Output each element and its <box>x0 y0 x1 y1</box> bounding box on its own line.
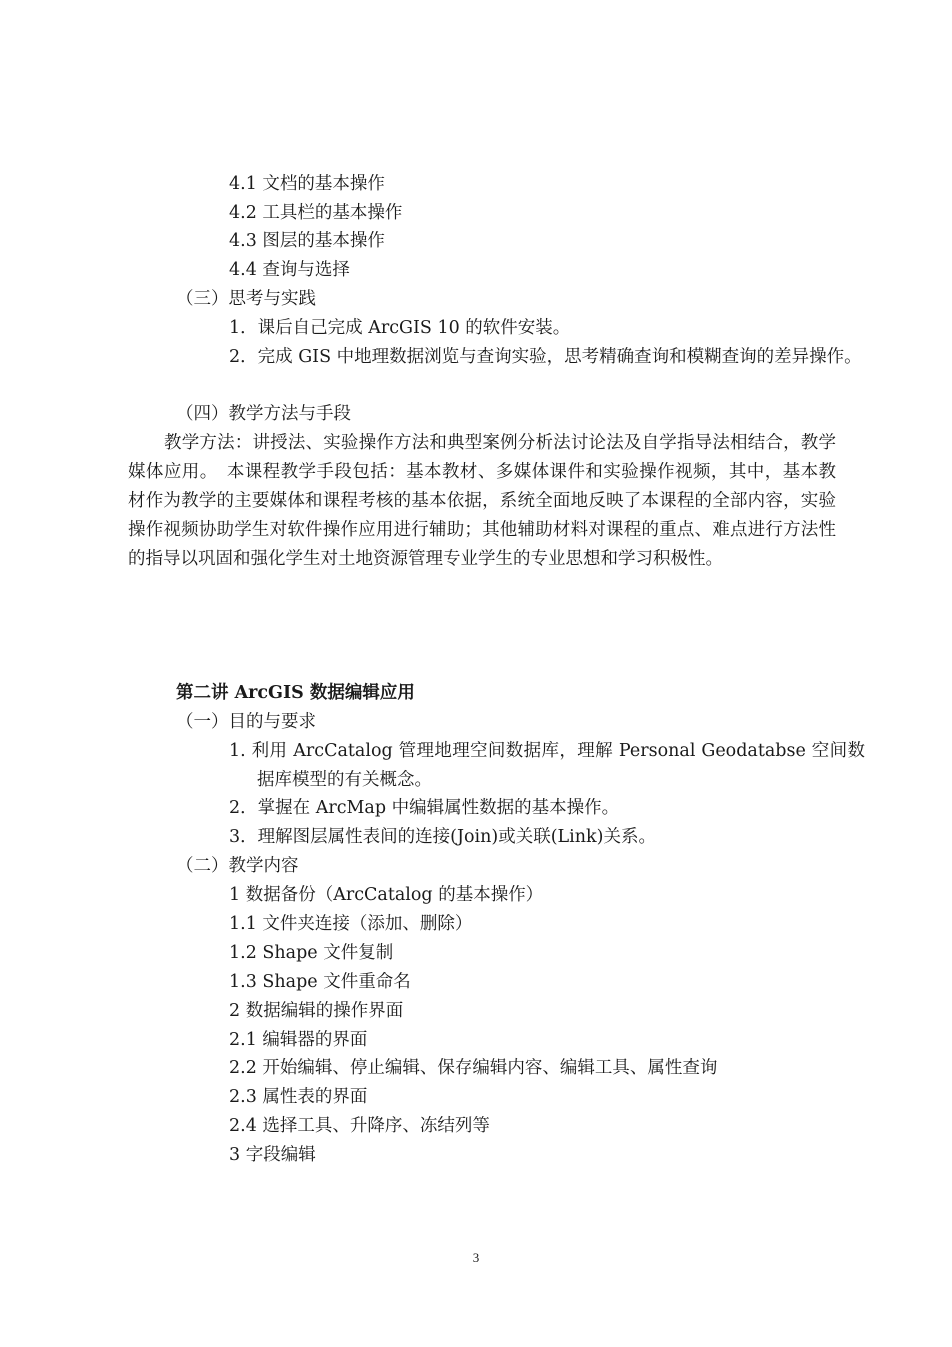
practice-item-1: 1．课后自己完成 ArcGIS 10 的软件安装。 <box>229 318 571 338</box>
content-item: 1 数据备份（ArcCatalog 的基本操作） <box>229 885 544 905</box>
goals-title: （一）目的与要求 <box>176 712 316 732</box>
list-item-4-4: 4.4 查询与选择 <box>229 260 350 280</box>
content-item: 2.1 编辑器的界面 <box>229 1030 368 1050</box>
page-number: 3 <box>472 1250 480 1265</box>
lecture-2-heading: 第二讲 ArcGIS 数据编辑应用 <box>176 683 415 703</box>
content-title: （二）教学内容 <box>176 856 299 876</box>
content-item: 3 字段编辑 <box>229 1145 316 1165</box>
content-item: 1.2 Shape 文件复制 <box>229 943 394 963</box>
goals-item-3: 3．理解图层属性表间的连接(Join)或关联(Link)关系。 <box>229 827 656 847</box>
list-item-4-1: 4.1 文档的基本操作 <box>229 174 385 194</box>
goals-item-2: 2．掌握在 ArcMap 中编辑属性数据的基本操作。 <box>229 798 620 818</box>
practice-title: （三）思考与实践 <box>176 289 316 309</box>
content-item: 2.4 选择工具、升降序、冻结列等 <box>229 1116 490 1136</box>
list-item-4-2: 4.2 工具栏的基本操作 <box>229 203 403 223</box>
methods-title: （四）教学方法与手段 <box>176 404 351 424</box>
practice-item-2: 2．完成 GIS 中地理数据浏览与查询实验，思考精确查询和模糊查询的差异操作。 <box>229 347 862 367</box>
content-item: 2.3 属性表的界面 <box>229 1087 368 1107</box>
methods-paragraph: 教学方法：讲授法、实验操作方法和典型案例分析法讨论法及自学指导法相结合，教学媒体应用。 本课程教学手段包括：基本教材、多媒体课件和实验操作视频，其中，基本教材作为教学的主要媒体和课程考核的基本依据，系统全面地反映了本课程的全部内容，实验操作视频协助学生对软件操作应用进行辅助；其他辅助材料对课程的重点、难点进行方法性的指导以巩固和强化学生对土地资源管理专业学生的专业思想和学习积极性。 <box>128 433 836 569</box>
content-item: 1.1 文件夹连接（添加、删除） <box>229 914 473 934</box>
list-item-4-3: 4.3 图层的基本操作 <box>229 231 385 251</box>
goals-item-1: 1. 利用 ArcCatalog 管理地理空间数据库，理解 Personal Geodatabse 空间数据库模型的有关概念。 <box>229 741 865 790</box>
content-item: 1.3 Shape 文件重命名 <box>229 972 411 992</box>
content-item: 2 数据编辑的操作界面 <box>229 1001 404 1021</box>
content-item: 2.2 开始编辑、停止编辑、保存编辑内容、编辑工具、属性查询 <box>229 1058 718 1078</box>
